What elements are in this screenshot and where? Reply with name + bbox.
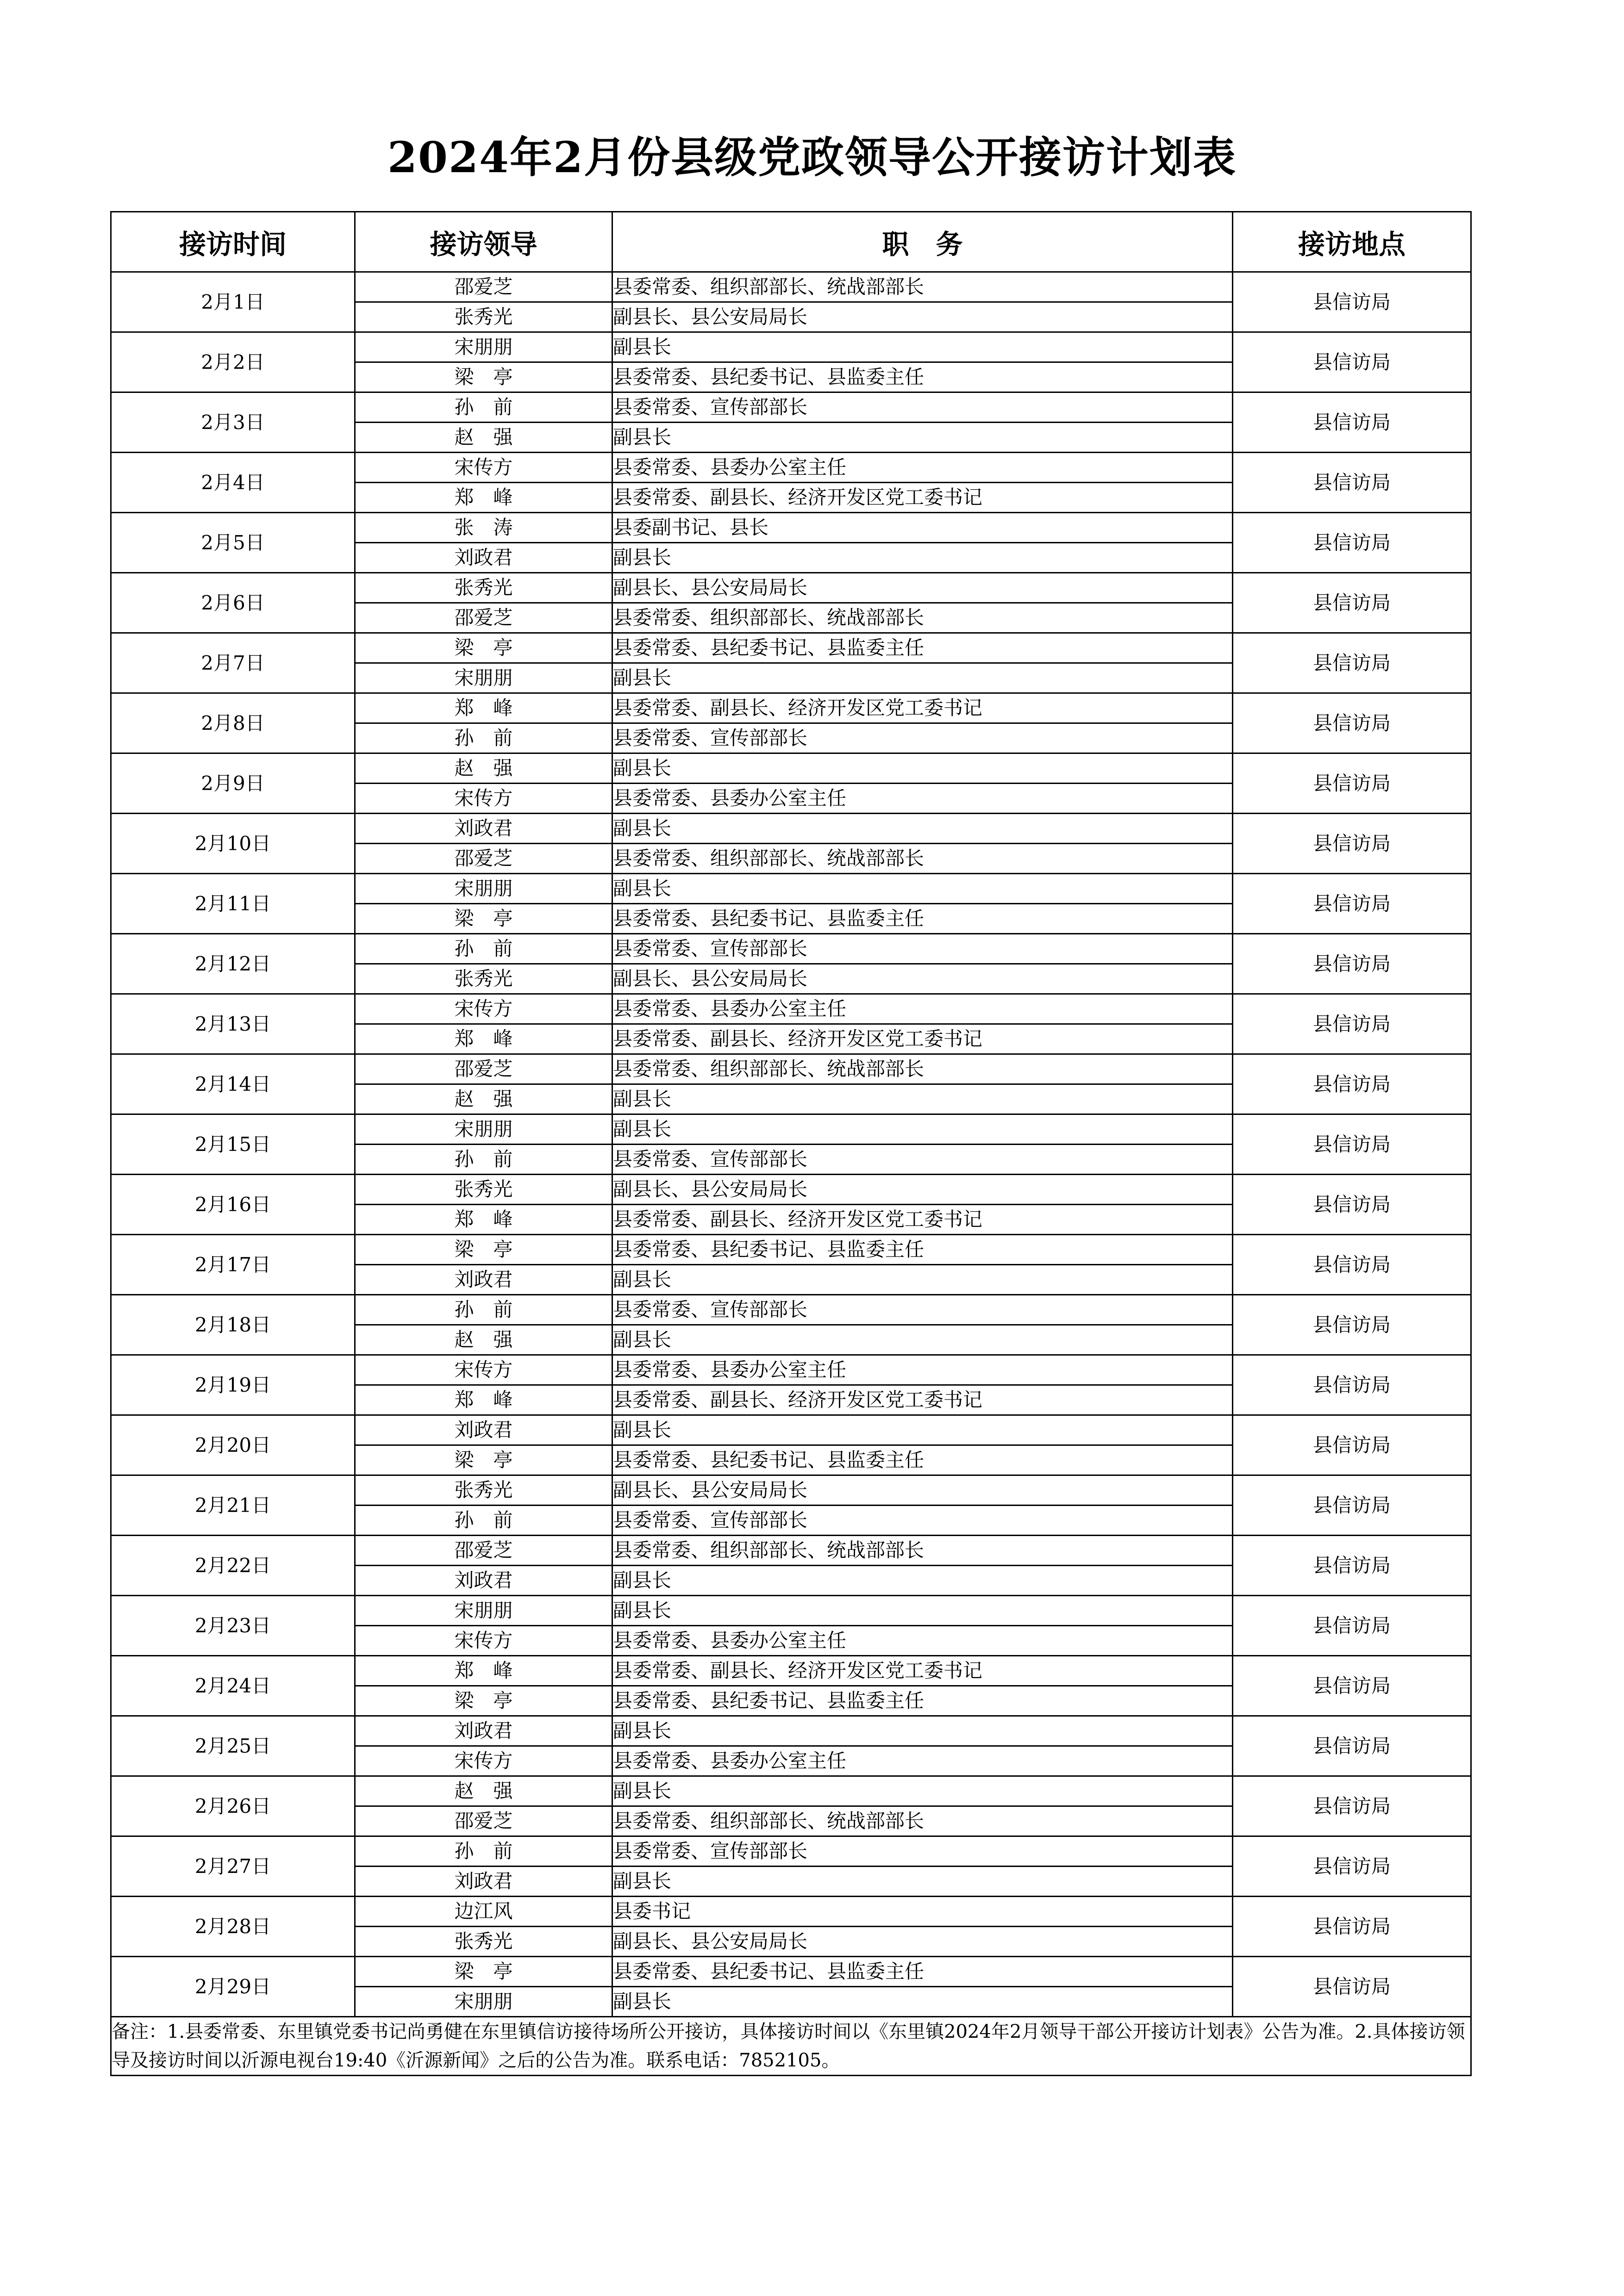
table-row: [111, 332, 1471, 362]
date-cell: 2月27日: [111, 1836, 355, 1897]
position-cell: 县委常委、县委办公室主任: [612, 994, 1233, 1024]
leader-name-cell: 张 涛: [355, 513, 612, 543]
date-cell: 2月5日: [111, 513, 355, 573]
position-cell: 县委常委、宣传部部长: [612, 1295, 1233, 1325]
position-cell: 县委常委、县纪委书记、县监委主任: [612, 904, 1233, 934]
leader-name-cell: 刘政君: [355, 1716, 612, 1746]
leader-name-cell: 张秀光: [355, 1475, 612, 1506]
location-cell: 县信访局: [1233, 272, 1471, 332]
leader-name-cell: 赵 强: [355, 1776, 612, 1806]
location-cell: 县信访局: [1233, 1175, 1471, 1235]
leader-name-cell: 宋朋朋: [355, 332, 612, 362]
leader-name-cell: 刘政君: [355, 1867, 612, 1897]
location-cell: 县信访局: [1233, 693, 1471, 753]
leader-name-cell: 宋朋朋: [355, 1114, 612, 1145]
header-position: 职 务: [612, 212, 1233, 272]
location-cell: 县信访局: [1233, 1114, 1471, 1175]
table-row: [111, 1596, 1471, 1626]
leader-name-cell: 邵爱芝: [355, 1806, 612, 1836]
position-cell: 县委常委、县委办公室主任: [612, 453, 1233, 483]
leader-name-cell: 孙 前: [355, 1836, 612, 1867]
location-cell: 县信访局: [1233, 332, 1471, 392]
leader-name-cell: 张秀光: [355, 1927, 612, 1957]
table-row: [111, 1897, 1471, 1927]
leader-name-cell: 赵 强: [355, 1084, 612, 1114]
leader-name-cell: 梁 亭: [355, 904, 612, 934]
position-cell: 县委常委、副县长、经济开发区党工委书记: [612, 693, 1233, 723]
table-row: [111, 1175, 1471, 1205]
position-cell: 县委常委、宣传部部长: [612, 1506, 1233, 1536]
header-row: [111, 212, 1471, 272]
leader-name-cell: 宋传方: [355, 453, 612, 483]
date-cell: 2月24日: [111, 1656, 355, 1716]
table-row: [111, 994, 1471, 1024]
date-cell: 2月25日: [111, 1716, 355, 1776]
position-cell: 副县长: [612, 1776, 1233, 1806]
page-title: 2024年2月份县级党政领导公开接访计划表: [387, 132, 1237, 182]
position-cell: 副县长: [612, 1325, 1233, 1355]
date-cell: 2月2日: [111, 332, 355, 392]
location-cell: 县信访局: [1233, 1536, 1471, 1596]
position-cell: 副县长: [612, 1265, 1233, 1295]
location-cell: 县信访局: [1233, 1054, 1471, 1114]
location-cell: 县信访局: [1233, 1656, 1471, 1716]
leader-name-cell: 宋传方: [355, 784, 612, 814]
location-cell: 县信访局: [1233, 1957, 1471, 2017]
leader-name-cell: 张秀光: [355, 302, 612, 332]
position-cell: 县委常委、副县长、经济开发区党工委书记: [612, 1656, 1233, 1686]
position-cell: 县委常委、县委办公室主任: [612, 784, 1233, 814]
position-cell: 县委常委、宣传部部长: [612, 1836, 1233, 1867]
table-row: [111, 814, 1471, 844]
position-cell: 县委常委、县纪委书记、县监委主任: [612, 1235, 1233, 1265]
position-cell: 副县长: [612, 1596, 1233, 1626]
leader-name-cell: 宋传方: [355, 1626, 612, 1656]
position-cell: 副县长: [612, 1566, 1233, 1596]
leader-name-cell: 梁 亭: [355, 1445, 612, 1475]
position-cell: 副县长: [612, 874, 1233, 904]
table-row: [111, 453, 1471, 483]
table-row: [111, 1957, 1471, 1987]
leader-name-cell: 张秀光: [355, 573, 612, 603]
date-cell: 2月28日: [111, 1897, 355, 1957]
position-cell: 县委常委、宣传部部长: [612, 723, 1233, 753]
leader-name-cell: 宋朋朋: [355, 874, 612, 904]
table-row: [111, 874, 1471, 904]
location-cell: 县信访局: [1233, 1897, 1471, 1957]
location-cell: 县信访局: [1233, 874, 1471, 934]
position-cell: 副县长: [612, 543, 1233, 573]
position-cell: 县委常委、副县长、经济开发区党工委书记: [612, 1024, 1233, 1054]
leader-name-cell: 宋朋朋: [355, 1596, 612, 1626]
table-row: [111, 1656, 1471, 1686]
date-cell: 2月1日: [111, 272, 355, 332]
position-cell: 副县长: [612, 663, 1233, 693]
position-cell: 县委常委、副县长、经济开发区党工委书记: [612, 1205, 1233, 1235]
location-cell: 县信访局: [1233, 1295, 1471, 1355]
location-cell: 县信访局: [1233, 1836, 1471, 1897]
leader-name-cell: 梁 亭: [355, 1235, 612, 1265]
position-cell: 副县长: [612, 1084, 1233, 1114]
location-cell: 县信访局: [1233, 1776, 1471, 1836]
table-row: [111, 272, 1471, 302]
table-row: [111, 693, 1471, 723]
position-cell: 副县长: [612, 1114, 1233, 1145]
location-cell: 县信访局: [1233, 392, 1471, 453]
position-cell: 县委常委、组织部部长、统战部部长: [612, 272, 1233, 302]
date-cell: 2月11日: [111, 874, 355, 934]
date-cell: 2月20日: [111, 1415, 355, 1475]
position-cell: 县委常委、组织部部长、统战部部长: [612, 1536, 1233, 1566]
location-cell: 县信访局: [1233, 753, 1471, 814]
table-row: [111, 1235, 1471, 1265]
leader-name-cell: 郑 峰: [355, 1205, 612, 1235]
date-cell: 2月22日: [111, 1536, 355, 1596]
leader-name-cell: 刘政君: [355, 1566, 612, 1596]
date-cell: 2月15日: [111, 1114, 355, 1175]
schedule-table: [110, 211, 1472, 2076]
position-cell: 副县长: [612, 814, 1233, 844]
leader-name-cell: 宋朋朋: [355, 663, 612, 693]
location-cell: 县信访局: [1233, 934, 1471, 994]
position-cell: 县委副书记、县长: [612, 513, 1233, 543]
leader-name-cell: 郑 峰: [355, 1024, 612, 1054]
leader-name-cell: 刘政君: [355, 1415, 612, 1445]
leader-name-cell: 孙 前: [355, 723, 612, 753]
position-cell: 县委常委、副县长、经济开发区党工委书记: [612, 1385, 1233, 1415]
position-cell: 副县长、县公安局局长: [612, 1175, 1233, 1205]
position-cell: 县委常委、副县长、经济开发区党工委书记: [612, 483, 1233, 513]
leader-name-cell: 梁 亭: [355, 1686, 612, 1716]
note-row: [111, 2017, 1471, 2076]
position-cell: 县委常委、组织部部长、统战部部长: [612, 844, 1233, 874]
position-cell: 副县长: [612, 1415, 1233, 1445]
position-cell: 县委常委、县纪委书记、县监委主任: [612, 362, 1233, 392]
position-cell: 副县长: [612, 332, 1233, 362]
table-row: [111, 1415, 1471, 1445]
leader-name-cell: 赵 强: [355, 1325, 612, 1355]
leader-name-cell: 孙 前: [355, 1295, 612, 1325]
date-cell: 2月26日: [111, 1776, 355, 1836]
header-time: 接访时间: [111, 212, 355, 272]
leader-name-cell: 邵爱芝: [355, 1054, 612, 1084]
position-cell: 副县长: [612, 1716, 1233, 1746]
leader-name-cell: 宋传方: [355, 994, 612, 1024]
leader-name-cell: 赵 强: [355, 753, 612, 784]
table-row: [111, 1114, 1471, 1145]
position-cell: 县委常委、组织部部长、统战部部长: [612, 603, 1233, 633]
table-row: [111, 753, 1471, 784]
location-cell: 县信访局: [1233, 1716, 1471, 1776]
position-cell: 副县长、县公安局局长: [612, 573, 1233, 603]
location-cell: 县信访局: [1233, 633, 1471, 693]
leader-name-cell: 赵 强: [355, 423, 612, 453]
date-cell: 2月18日: [111, 1295, 355, 1355]
position-cell: 县委常委、宣传部部长: [612, 1145, 1233, 1175]
date-cell: 2月12日: [111, 934, 355, 994]
position-cell: 县委常委、县纪委书记、县监委主任: [612, 633, 1233, 663]
position-cell: 副县长: [612, 1987, 1233, 2017]
position-cell: 县委书记: [612, 1897, 1233, 1927]
table-row: [111, 513, 1471, 543]
table-row: [111, 1776, 1471, 1806]
header-leader: 接访领导: [355, 212, 612, 272]
position-cell: 县委常委、县委办公室主任: [612, 1626, 1233, 1656]
leader-name-cell: 孙 前: [355, 392, 612, 423]
leader-name-cell: 宋传方: [355, 1746, 612, 1776]
position-cell: 县委常委、县委办公室主任: [612, 1746, 1233, 1776]
header-location: 接访地点: [1233, 212, 1471, 272]
date-cell: 2月9日: [111, 753, 355, 814]
table-row: [111, 1054, 1471, 1084]
position-cell: 副县长、县公安局局长: [612, 964, 1233, 994]
leader-name-cell: 刘政君: [355, 1265, 612, 1295]
leader-name-cell: 张秀光: [355, 1175, 612, 1205]
position-cell: 副县长: [612, 1867, 1233, 1897]
date-cell: 2月13日: [111, 994, 355, 1054]
date-cell: 2月23日: [111, 1596, 355, 1656]
location-cell: 县信访局: [1233, 994, 1471, 1054]
date-cell: 2月19日: [111, 1355, 355, 1415]
leader-name-cell: 刘政君: [355, 814, 612, 844]
position-cell: 县委常委、县纪委书记、县监委主任: [612, 1445, 1233, 1475]
leader-name-cell: 郑 峰: [355, 483, 612, 513]
leader-name-cell: 孙 前: [355, 934, 612, 964]
leader-name-cell: 郑 峰: [355, 693, 612, 723]
location-cell: 县信访局: [1233, 1596, 1471, 1656]
location-cell: 县信访局: [1233, 1475, 1471, 1536]
leader-name-cell: 边江风: [355, 1897, 612, 1927]
table-row: [111, 633, 1471, 663]
leader-name-cell: 孙 前: [355, 1506, 612, 1536]
leader-name-cell: 张秀光: [355, 964, 612, 994]
leader-name-cell: 邵爱芝: [355, 603, 612, 633]
position-cell: 副县长: [612, 423, 1233, 453]
date-cell: 2月14日: [111, 1054, 355, 1114]
date-cell: 2月17日: [111, 1235, 355, 1295]
date-cell: 2月4日: [111, 453, 355, 513]
note-text: 备注：1.县委常委、东里镇党委书记尚勇健在东里镇信访接待场所公开接访，具体接访时间以《东里镇2024年2月领导干部公开接访计划表》公告为准。2.具体接访领导及接访时间以沂源电视台19:40《沂源新闻》之后的公告为准。联系电话：7852105。: [111, 2017, 1471, 2076]
leader-name-cell: 郑 峰: [355, 1385, 612, 1415]
date-cell: 2月3日: [111, 392, 355, 453]
position-cell: 副县长、县公安局局长: [612, 1475, 1233, 1506]
table-row: [111, 1355, 1471, 1385]
table-row: [111, 392, 1471, 423]
position-cell: 县委常委、县纪委书记、县监委主任: [612, 1957, 1233, 1987]
position-cell: 县委常委、县委办公室主任: [612, 1355, 1233, 1385]
location-cell: 县信访局: [1233, 453, 1471, 513]
date-cell: 2月6日: [111, 573, 355, 633]
leader-name-cell: 邵爱芝: [355, 272, 612, 302]
leader-name-cell: 邵爱芝: [355, 844, 612, 874]
leader-name-cell: 梁 亭: [355, 1957, 612, 1987]
table-row: [111, 573, 1471, 603]
leader-name-cell: 刘政君: [355, 543, 612, 573]
location-cell: 县信访局: [1233, 1415, 1471, 1475]
position-cell: 县委常委、组织部部长、统战部部长: [612, 1054, 1233, 1084]
date-cell: 2月29日: [111, 1957, 355, 2017]
date-cell: 2月21日: [111, 1475, 355, 1536]
table-row: [111, 934, 1471, 964]
schedule-body: [111, 272, 1471, 2017]
position-cell: 副县长、县公安局局长: [612, 302, 1233, 332]
position-cell: 副县长、县公安局局长: [612, 1927, 1233, 1957]
location-cell: 县信访局: [1233, 573, 1471, 633]
date-cell: 2月7日: [111, 633, 355, 693]
position-cell: 县委常委、县纪委书记、县监委主任: [612, 1686, 1233, 1716]
position-cell: 副县长: [612, 753, 1233, 784]
date-cell: 2月10日: [111, 814, 355, 874]
leader-name-cell: 郑 峰: [355, 1656, 612, 1686]
table-row: [111, 1716, 1471, 1746]
table-row: [111, 1475, 1471, 1506]
position-cell: 县委常委、宣传部部长: [612, 392, 1233, 423]
location-cell: 县信访局: [1233, 513, 1471, 573]
leader-name-cell: 梁 亭: [355, 362, 612, 392]
leader-name-cell: 孙 前: [355, 1145, 612, 1175]
location-cell: 县信访局: [1233, 1355, 1471, 1415]
table-row: [111, 1536, 1471, 1566]
leader-name-cell: 梁 亭: [355, 633, 612, 663]
leader-name-cell: 宋朋朋: [355, 1987, 612, 2017]
position-cell: 县委常委、组织部部长、统战部部长: [612, 1806, 1233, 1836]
position-cell: 县委常委、宣传部部长: [612, 934, 1233, 964]
date-cell: 2月16日: [111, 1175, 355, 1235]
table-row: [111, 1836, 1471, 1867]
leader-name-cell: 宋传方: [355, 1355, 612, 1385]
location-cell: 县信访局: [1233, 1235, 1471, 1295]
table-row: [111, 1295, 1471, 1325]
leader-name-cell: 邵爱芝: [355, 1536, 612, 1566]
date-cell: 2月8日: [111, 693, 355, 753]
location-cell: 县信访局: [1233, 814, 1471, 874]
